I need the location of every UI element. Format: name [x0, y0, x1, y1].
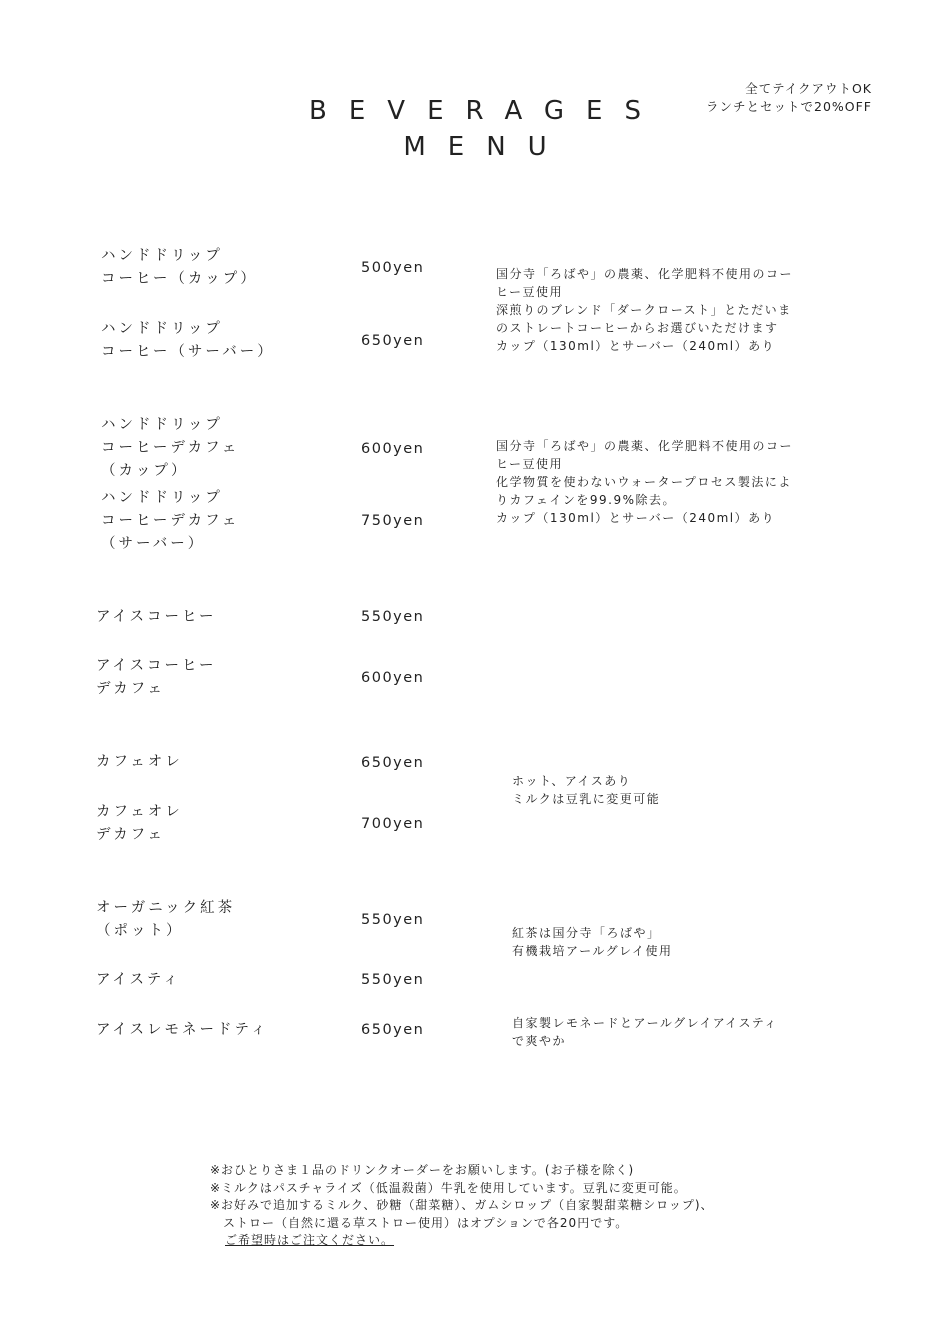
item-name-drip-cup: ハンドドリップ コーヒー（カップ）	[101, 248, 258, 287]
item-name-cafe-au-lait-decaf: カフェオレ デカフェ	[96, 804, 183, 843]
desc-lemonade-tea: 自家製レモネードとアールグレイアイスティ で爽やか	[512, 1016, 778, 1048]
item-name-iced-lemonade-tea: アイスレモネードティ	[96, 1022, 269, 1038]
desc-cafe-au-lait: ホット、アイスあり ミルクは豆乳に変更可能	[512, 774, 661, 806]
item-name-drip-server: ハンドドリップ コーヒー（サーバー）	[101, 321, 275, 360]
footer-notes	[210, 1162, 714, 1250]
item-price-decaf-cup: 600yen	[361, 441, 425, 457]
footer-note-straw: ストロー（自然に還る草ストロー使用）はオプションで各20円です。	[210, 1215, 629, 1230]
notice-lunch-discount: ランチとセットで20%OFF	[705, 99, 872, 114]
item-price-iced-tea: 550yen	[361, 972, 425, 988]
notice-takeout: 全てテイクアウトOK	[745, 81, 872, 96]
item-name-organic-tea: オーガニック紅茶 （ポット）	[96, 900, 236, 939]
desc-decaf: 国分寺「ろばや」の農薬、化学肥料不使用のコー ヒー豆使用 化学物質を使わないウォータープロセス製法によ りカフェインを99.9%除去。 カップ（130ml）とサーバー（240ml）あり	[496, 439, 794, 525]
desc-organic-tea: 紅茶は国分寺「ろばや」 有機栽培アールグレイ使用	[512, 926, 673, 958]
item-price-decaf-server: 750yen	[361, 513, 425, 529]
footer-note-order: ※おひとりさま１品のドリンクオーダーをお願いします。(お子様を除く)	[210, 1163, 635, 1177]
footer-note-options: ※お好みで追加するミルク、砂糖（甜菜糖）、ガムシロップ（自家製甜菜糖シロップ)、	[210, 1198, 714, 1212]
menu-title-line1: BEVERAGES	[309, 96, 663, 126]
item-price-iced-coffee-decaf: 600yen	[361, 670, 425, 686]
item-price-iced-coffee: 550yen	[361, 609, 425, 625]
item-price-iced-lemonade-tea: 650yen	[361, 1022, 425, 1038]
desc-hand-drip: 国分寺「ろばや」の農薬、化学肥料不使用のコー ヒー豆使用 深煎りのブレンド「ダークロースト」とただいま のストレートコーヒーからお選びいただけます カップ（130ml）とサーバー（240ml）あり	[496, 267, 794, 353]
item-name-iced-tea: アイスティ	[96, 972, 181, 988]
menu-title-line2: MENU	[403, 132, 569, 162]
footer-note-request: ご希望時はご注文ください。	[225, 1233, 395, 1247]
footer-note-milk: ※ミルクはパスチャライズ（低温殺菌）牛乳を使用しています。豆乳に変更可能。	[210, 1180, 687, 1195]
item-name-iced-coffee: アイスコーヒー	[96, 609, 217, 625]
item-name-cafe-au-lait: カフェオレ	[96, 754, 183, 770]
takeout-notice	[706, 80, 872, 116]
item-price-cafe-au-lait: 650yen	[361, 755, 425, 771]
item-price-organic-tea: 550yen	[361, 912, 425, 928]
item-price-cafe-au-lait-decaf: 700yen	[361, 816, 425, 832]
item-name-decaf-cup: ハンドドリップ コーヒーデカフェ （カップ）	[101, 417, 240, 479]
item-name-decaf-server: ハンドドリップ コーヒーデカフェ （サーバー）	[101, 490, 240, 552]
item-price-drip-server: 650yen	[361, 333, 425, 349]
item-price-drip-cup: 500yen	[361, 260, 425, 276]
item-name-iced-coffee-decaf: アイスコーヒー デカフェ	[96, 658, 217, 697]
